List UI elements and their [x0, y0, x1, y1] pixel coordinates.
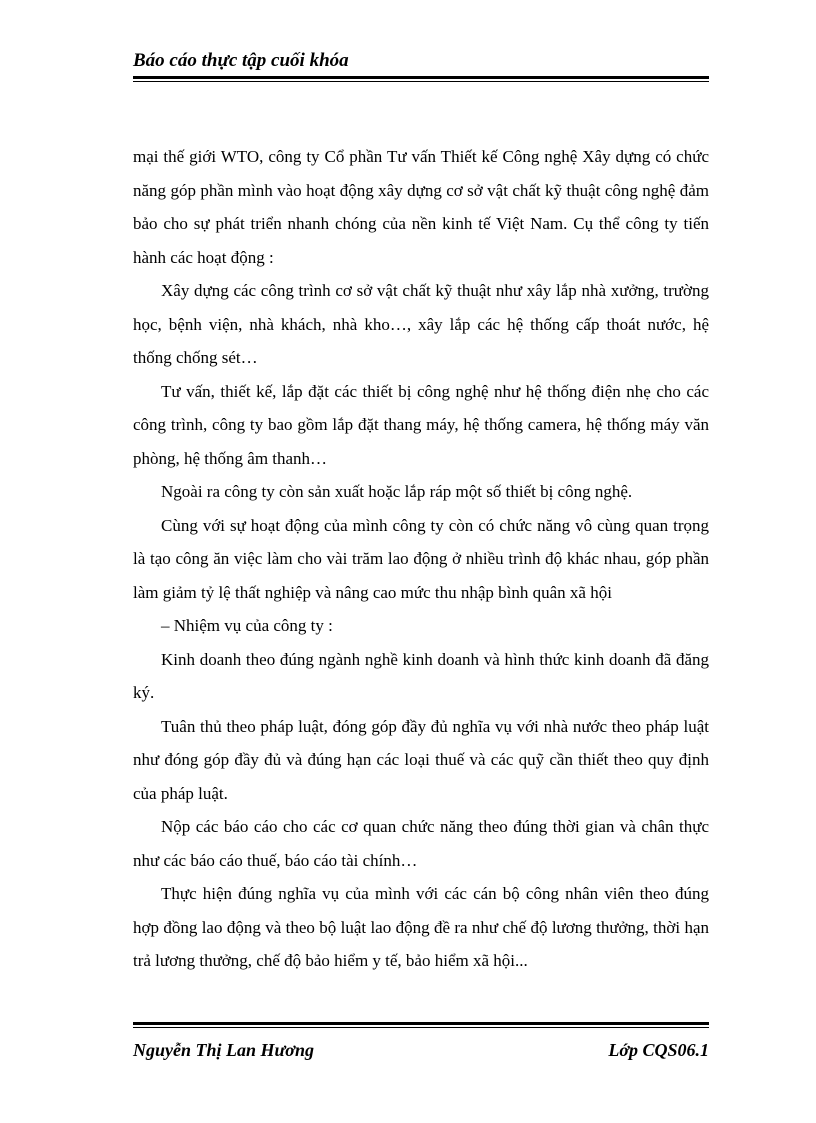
paragraph-4: Ngoài ra công ty còn sản xuất hoặc lắp ráp một số thiết bị công nghệ.	[161, 482, 633, 501]
paragraph-3: Tư vấn, thiết kế, lắp đặt các thiết bị công nghệ như hệ thống điện nhẹ cho các công trình, công ty bao gồm lắp đặt thang máy, hệ thống camera, hệ thống máy văn phòng, hệ thống âm thanh…	[133, 381, 709, 468]
footer-rule-thick	[133, 1022, 709, 1025]
paragraph-7: Kinh doanh theo đúng ngành nghề kinh doanh và hình thức kinh doanh đã đăng ký.	[133, 649, 709, 702]
header-title: Báo cáo thực tập cuối khóa	[133, 50, 709, 79]
paragraph-9: Nộp các báo cáo cho các cơ quan chức năng theo đúng thời gian và chân thực như các báo cáo thuế, báo cáo tài chính…	[133, 817, 709, 870]
paragraph-1: mại thế giới WTO, công ty Cổ phần Tư vấn Thiết kế Công nghệ Xây dựng có chức năng góp phần mình vào hoạt động xây dựng cơ sở vật chất kỹ thuật công nghệ đảm bảo cho sự phát triển nhanh chóng của nền kinh tế Việt Nam. Cụ thể công ty tiến hành các hoạt động :	[133, 147, 709, 267]
paragraph-2: Xây dựng các công trình cơ sở vật chất kỹ thuật như xây lắp nhà xưởng, trường học, bệnh viện, nhà khách, nhà kho…, xây lắp các hệ thống cấp thoát nước, hệ thống chống sét…	[133, 281, 709, 367]
paragraph-5: Cùng với sự hoạt động của mình công ty còn có chức năng vô cùng quan trọng là tạo công ăn việc làm cho vài trăm lao động ở nhiều trình độ khác nhau, góp phần làm giảm tỷ lệ thất nghiệp và nâng cao mức thu nhập bình quân xã hội	[133, 515, 709, 602]
paragraph-6-heading: – Nhiệm vụ của công ty :	[161, 616, 333, 635]
paragraph-10: Thực hiện đúng nghĩa vụ của mình với các cán bộ công nhân viên theo đúng hợp đồng lao động và theo bộ luật lao động đề ra như chế độ lương thưởng, thời hạn trả lương thưởng, chế độ bảo hiểm y tế, bảo hiểm xã hội...	[133, 884, 709, 970]
footer-class: Lớp CQS06.1	[608, 1040, 709, 1060]
footer-rule-thin	[133, 1027, 709, 1028]
paragraph-8: Tuân thủ theo pháp luật, đóng góp đầy đủ nghĩa vụ với nhà nước theo pháp luật như đóng góp đầy đủ và đúng hạn các loại thuế và các quỹ cần thiết theo quy định của pháp luật.	[133, 716, 709, 803]
body-text	[133, 140, 709, 978]
footer-author: Nguyễn Thị Lan Hương	[133, 1040, 314, 1060]
